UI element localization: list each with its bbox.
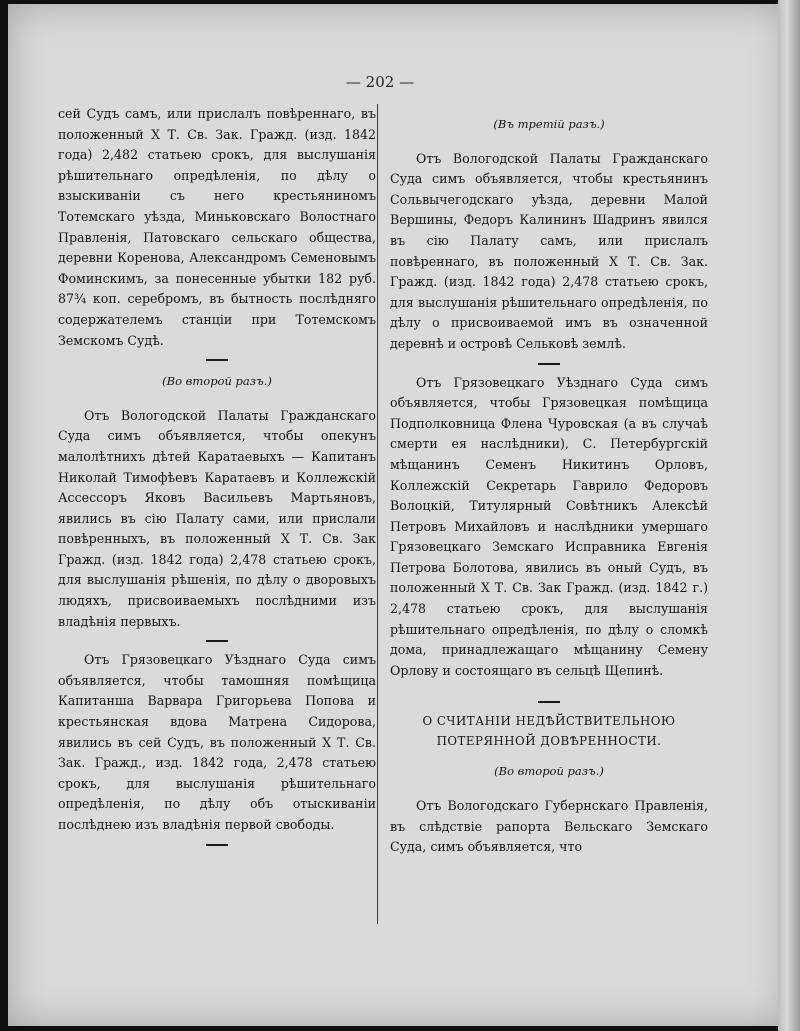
separator [206,844,228,846]
section-heading: О СЧИТАНІИ НЕДѢЙСТВИТЕЛЬНОЮ ПОТЕРЯННОЙ ДОВѢРЕННОСТИ. [422,714,676,749]
left-column [58,104,376,854]
page-edge [778,0,800,1031]
announcement-paragraph: Отъ Вологодской Палаты Гражданскаго Суда симъ объявляется, чтобы крестьянинъ Сольвычегодскаго уѣзда, деревни Малой Вершины, Федоръ Калининъ Шадринъ явился въ сію Палату самъ, или прислалъ повѣреннаго, въ положенный X Т. Св. Зак. Гражд. (изд. 1842 года) 2,478 статьею срокъ, для выслушанія рѣшительнаго опредѣленія, по дѣлу о присвоиваемой имъ въ означенной деревнѣ и островѣ Сельковѣ землѣ. [390,150,708,351]
edition-note: (Во второй разъ.) [162,374,272,389]
column-divider [377,104,378,924]
edition-note: (Во второй разъ.) [494,764,604,779]
announcement-paragraph: Отъ Грязовецкаго Уѣзднаго Суда симъ объявляется, чтобы тамошняя помѣщица Капитанша Варвара Григорьева Попова и крестьянская вдова Матрена Сидорова, явились въ сей Судъ, въ положенный X Т. Св. Зак. Гражд., изд. 1842 года, 2,478 статьею срокъ, для выслушанія рѣшительнаго опредѣленія, по дѣлу объ отыскиваніи послѣднею изъ владѣнія первой свободы. [58,652,376,832]
right-column [390,104,708,858]
announcement-paragraph: Отъ Вологодской Палаты Гражданскаго Суда симъ объявляется, чтобы опекунъ малолѣтнихъ дѣтей Каратаевыхъ — Капитанъ Николай Тимофѣевъ Каратаевъ и Коллежскій Ассессоръ Яковъ Васильевъ Мартьяновъ, явились въ сію Палату сами, или прислали повѣренныхъ, въ положенный X Т. Св. Зак Гражд. (изд. 1842 года) 2,478 статьею срокъ, для выслушанія рѣшенія, по дѣлу о дворовыхъ людяхъ, присвоиваемыхъ послѣдними изъ владѣнія первыхъ. [58,407,376,629]
separator [206,359,228,361]
separator [538,363,560,365]
announcement-paragraph: Отъ Грязовецкаго Уѣзднаго Суда симъ объявляется, чтобы Грязовецкая помѣщица Подполковница Флена Чуровская (а въ случаѣ смерти ея наслѣдники), С. Петербургскій мѣщанинъ Семенъ Никитинъ Орловъ, Коллежскій Секретарь Гаврило Федоровъ Волоцкій, Титулярный Совѣтникъ Алексѣй Петровъ Михайловъ и наслѣдники умершаго Грязовецкаго Земскаго Исправника Евгенія Петрова Болотова, явились въ оный Судъ, въ положенный X Т. Св. Зак Гражд. (изд. 1842 г.) 2,478 статьею срокъ, для выслушанія рѣшительнаго опредѣленія, по дѣлу о сломкѣ дома, принадлежащаго мѣщанину Семену Орлову и состоящаго въ сельцѣ Щепинѣ. [390,374,708,678]
separator [538,701,560,703]
intro-paragraph: сей Судъ самъ, или прислалъ повѣреннаго, въ положенный X Т. Св. Зак. Гражд. (изд. 1842 года) 2,482 статьею срокъ, для выслушанія рѣшительнаго опредѣленія, по дѣлу о взыскиваніи съ него крестьяниномъ Тотемскаго уѣзда, Миньковскаго Волостнаго Правленія, Патовскаго сельскаго общества, деревни Коренова, Александромъ Семеновымъ Фоминскимъ, за понесенные убытки 182 руб. 87¾ коп. серебромъ, въ бытность послѣдняго содержателемъ станціи при Тотемскомъ Земскомъ Судѣ. [58,106,376,348]
edition-note: (Въ третій разъ.) [493,117,605,131]
announcement-paragraph: Отъ Вологодскаго Губернскаго Правленія, въ слѣдствіе рапорта Вельскаго Земскаго Суда, симъ объявляется, что [390,798,708,855]
page-number: — 202 — [345,73,415,91]
separator [206,640,228,642]
